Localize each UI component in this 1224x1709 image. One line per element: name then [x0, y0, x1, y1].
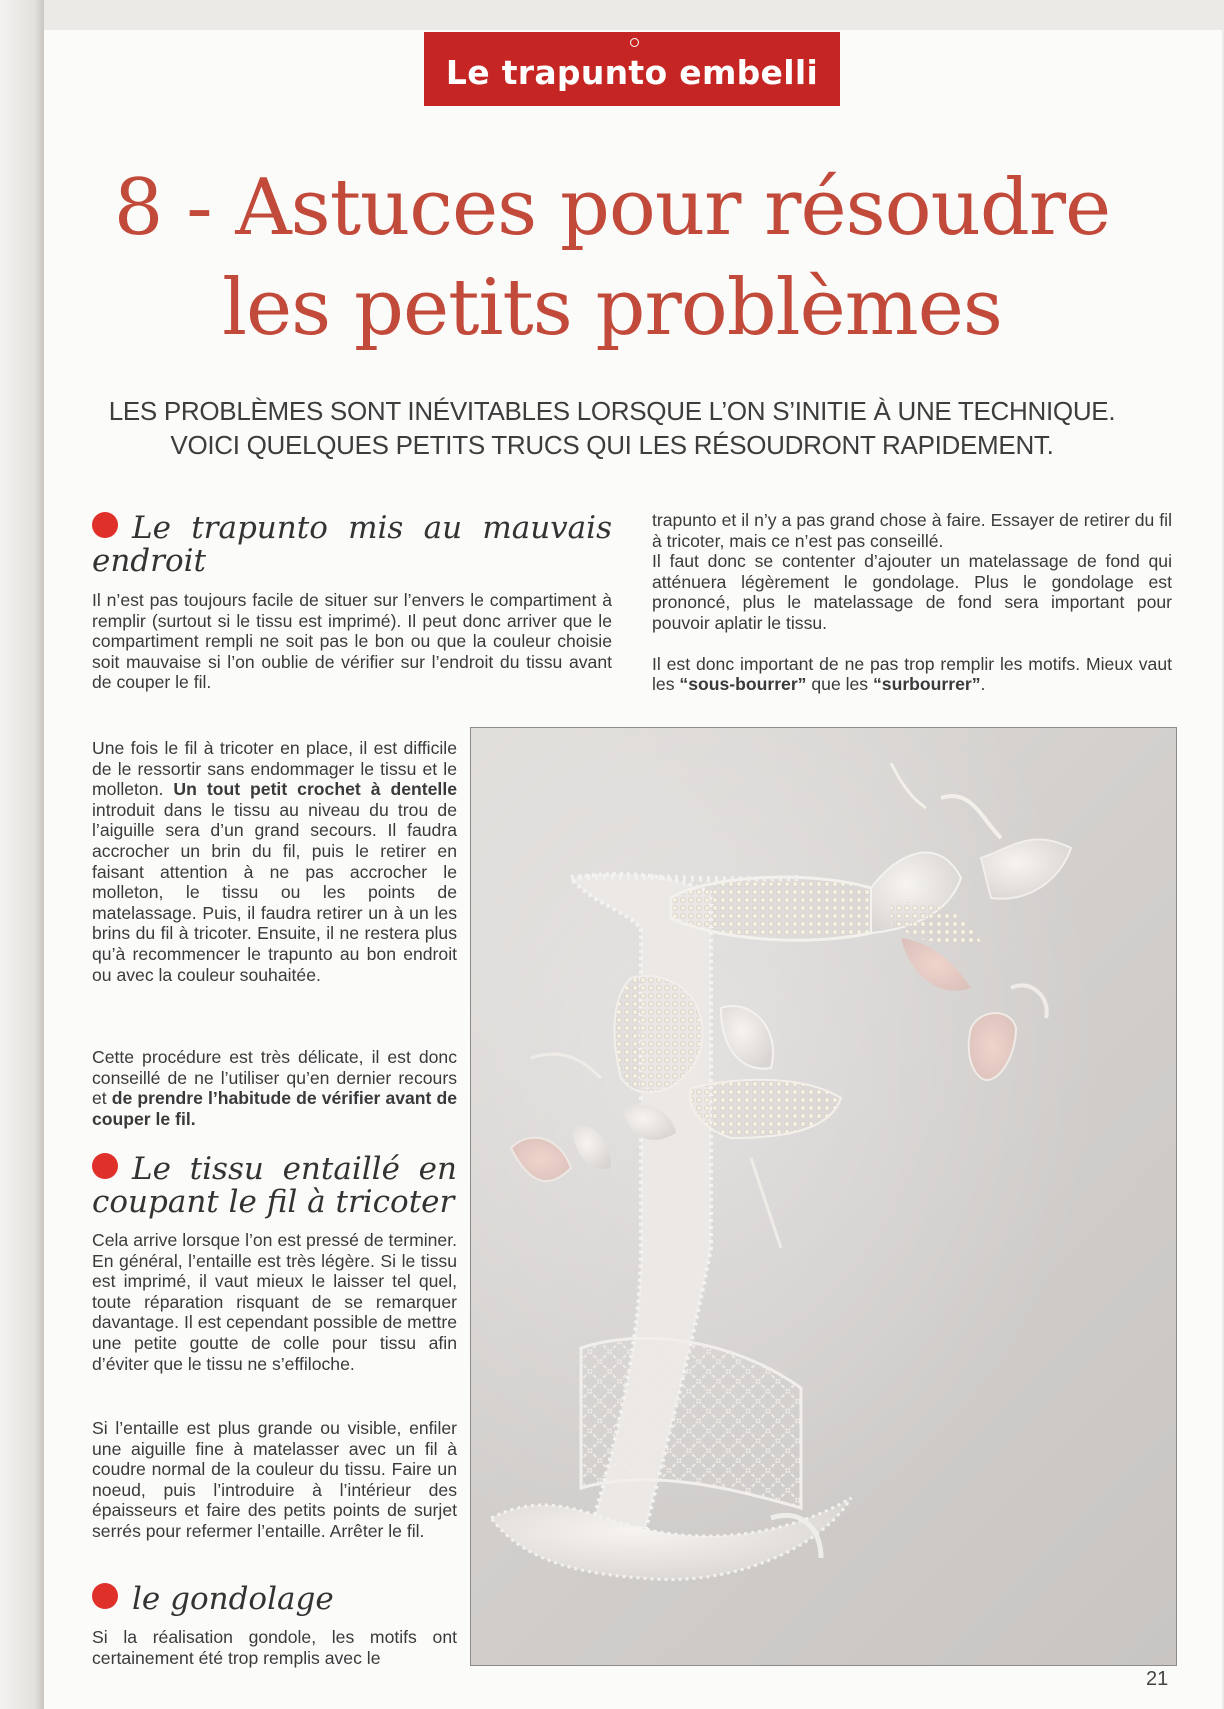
paragraph-text: [92, 1047, 457, 1129]
intro-line-2: VOICI QUELQUES PETITS TRUCS QUI LES RÉSOUDRONT RAPIDEMENT.: [170, 430, 1054, 460]
embroidery-photo: [470, 727, 1177, 1666]
degree-ring-icon: [630, 38, 639, 47]
paragraph-text: Il n’est pas toujours facile de situer sur l’envers le compartiment à remplir (surtout si le tissu est imprimé). Il peut donc arriver que le compartiment rempli ne soit pas le bon ou que la couleur choisie soit mauvaise si l’on oublie de vérifier sur l’endroit du tissu avant de couper le fil.: [92, 590, 612, 693]
text-run: Une fois le fil à tricoter en place, il est difficile de le ressortir sans endommager le tissu et le molleton.: [92, 738, 457, 800]
paragraph: [92, 590, 612, 693]
red-bullet-icon: [92, 1153, 118, 1179]
section-heading-puckering: [92, 1583, 457, 1616]
paragraph: [92, 738, 457, 985]
page-number: 21: [1146, 1668, 1169, 1690]
bold-text-run: “sous-bourrer”: [679, 674, 807, 695]
bold-text-run: Un tout petit crochet à dentelle: [173, 779, 457, 800]
text-run: Il est donc important de ne pas trop remplir les motifs. Mieux vaut les: [652, 653, 1172, 695]
heading-line-2: endroit: [92, 543, 207, 579]
paragraph-text: [92, 738, 457, 985]
paragraph-text: Si l’entaille est plus grande ou visible, enfiler une aiguille fine à matelasser avec un fil à coudre normal de la couleur du tissu. Faire un noeud, puis l’introduire à l’intérieur des épaisseurs et faire des petits points de surjet serrés pour refermer l’entaille. Arrêter le fil.: [92, 1418, 457, 1541]
text-run: .: [980, 674, 986, 695]
paragraph-text: [652, 654, 1172, 695]
bold-text-run: “surbourrer”: [873, 674, 981, 695]
bold-text-run: de prendre l’habitude de vérifier avant de couper le fil.: [92, 1088, 458, 1129]
paragraph-text: Il faut donc se contenter d’ajouter un matelassage de fond qui atténuera légèrement le gondolage. Plus le gondolage est prononcé, plus le matelassage de fond sera important pour pouvoir aplatir le tissu.: [652, 551, 1172, 633]
heading-line-1: Le trapunto mis au mauvais: [132, 510, 612, 546]
section-heading-wrong-side: [92, 512, 612, 578]
intro-line-1: LES PROBLÈMES SONT INÉVITABLES LORSQUE L’ON S’INITIE À UNE TECHNIQUE.: [108, 396, 1116, 426]
letter-l-stem: [491, 874, 851, 1580]
text-run: Cette procédure est très délicate, il est donc conseillé de ne l’utiliser qu’en dernier recours et: [92, 1047, 457, 1109]
embroidery-illustration: [471, 728, 1176, 1665]
heading-line-1: Le tissu entaillé en: [132, 1151, 457, 1187]
paragraph: [92, 1230, 457, 1374]
paragraph: [92, 1047, 457, 1129]
page-title-line-1: 8 - Astuces pour résoudre: [113, 163, 1111, 253]
paragraph-text: trapunto et il n’y a pas grand chose à faire. Essayer de retirer du fil à tricoter, mais ce n’est pas conseillé.: [652, 510, 1172, 551]
paragraph: [92, 1627, 457, 1668]
right-column-text: [652, 510, 1172, 695]
page-title: [0, 158, 1224, 358]
section-tag-label: Le trapunto embelli: [445, 53, 819, 92]
heading-line-2: coupant le fil à tricoter: [92, 1184, 455, 1220]
intro-text: [0, 394, 1224, 462]
paragraph-text: Si la réalisation gondole, les motifs ont certainement été trop remplis avec le: [92, 1627, 457, 1668]
paragraph: [92, 1418, 457, 1542]
paragraph-text: Cela arrive lorsque l’on est pressé de terminer. En général, l’entaille est très légère. Si le tissu est imprimé, il vaut mieux le laisser tel quel, toute réparation risquant de se remarquer davantage. Il est cependant possible de mettre une petite goutte de colle pour tissu afin d’éviter que le tissu ne s’effiloche.: [92, 1230, 457, 1374]
heading-line-1: le gondolage: [132, 1581, 334, 1617]
text-run: introduit dans le tissu au niveau du trou de l’aiguille sera d’un grand secours. Il faudra accrocher un brin du fil, puis le retirer en faisant attention à ne pas accrocher le molleton, le tissu ou les points de matelassage. Puis, il faudra retirer un à un les brins du fil à tricoter. Ensuite, il ne restera plus qu’à recommencer le trapunto au bon endroit ou avec la couleur souhaitée.: [92, 799, 457, 985]
section-heading-cut-fabric: [92, 1153, 457, 1219]
page-title-line-2: les petits problèmes: [222, 263, 1002, 353]
section-tag: [424, 32, 840, 106]
text-run: que les: [811, 674, 869, 695]
red-bullet-icon: [92, 512, 118, 538]
red-bullet-icon: [92, 1583, 118, 1609]
